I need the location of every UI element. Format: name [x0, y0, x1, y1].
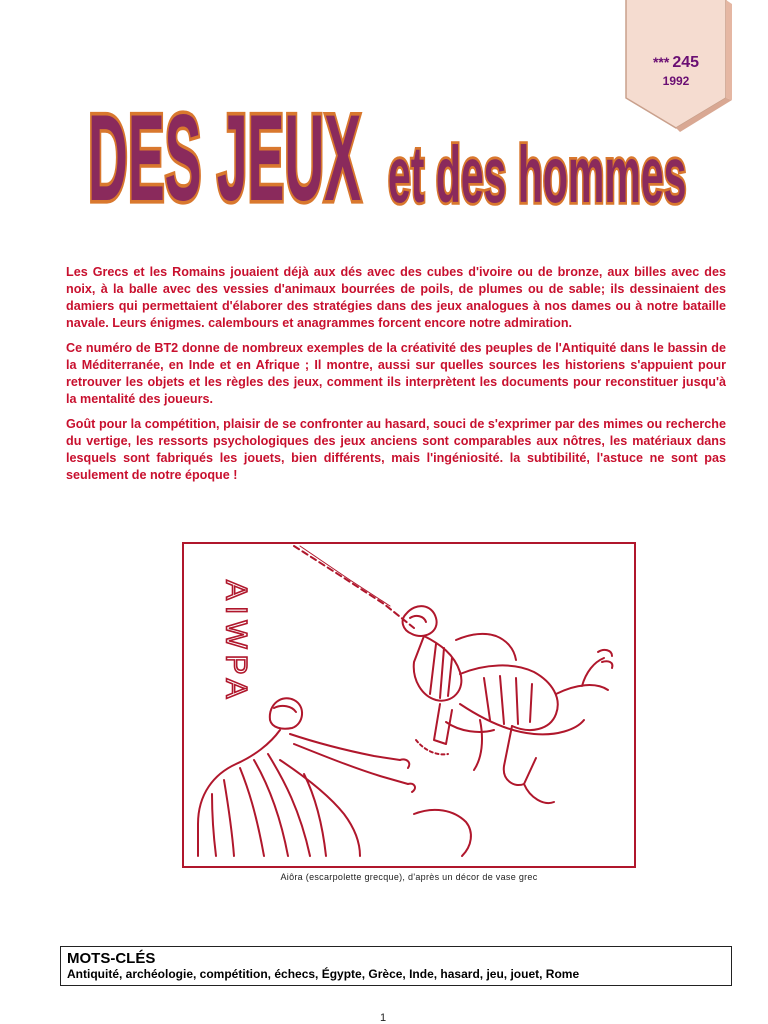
- keywords-heading: MOTS-CLÉS: [67, 950, 156, 967]
- paragraph: Ce numéro de BT2 donne de nombreux exemples de la créativité des peuples de l'Antiquité dans le bassin de la Méditerranée, en Inde et en Afrique ; Il montre, aussi sur quelles sources les historiens s'appuient pour retrouver les objets et les règles des jeux, comment ils interprètent les documents pour reconstituer jusqu'à la mentalité des joueurs.: [66, 341, 726, 406]
- page-title: [82, 78, 732, 248]
- title-main: DES JEUX: [88, 90, 362, 228]
- intro-text: [66, 264, 726, 492]
- vase-illustration: [182, 542, 636, 868]
- issue-year: 1992: [662, 74, 690, 88]
- figure-caption: Aiôra (escarpolette grecque), d'après un décor de vase grec: [280, 872, 538, 882]
- keywords-list: Antiquité, archéologie, compétition, échecs, Égypte, Grèce, Inde, hasard, jeu, jouet, Rome: [67, 967, 580, 981]
- issue-stars: ***: [652, 54, 670, 70]
- page-number: 1: [380, 1012, 387, 1024]
- inscription-text: AIWPA: [219, 580, 253, 705]
- keywords-box: [60, 946, 732, 986]
- issue-number: 245: [672, 54, 700, 71]
- swing-scene-drawing: [184, 544, 634, 866]
- issue-label: [624, 54, 728, 72]
- title-sub: et des hommes: [388, 130, 687, 220]
- paragraph: Goût pour la compétition, plaisir de se confronter au hasard, souci de s'exprimer par des mimes ou recherche du vertige, les ressorts psychologiques des jeux anciens sont comparables aux nôtres, les matériaux dans lesquels sont fabriqués les jouets, bien différents, mais l'ingéniosité. la subtibilité, l'astuce ne sont pas seulement de notre époque !: [66, 417, 726, 482]
- paragraph: Les Grecs et les Romains jouaient déjà aux dés avec des cubes d'ivoire ou de bronze, aux billes avec des noix, à la balle avec des vessies d'animaux bourrées de poils, de plumes ou de sable; ils dessinaient des damiers qui permettaient d'élaborer des stratégies dans des jeux analogues à nos dames ou à notre bataille navale. Leurs énigmes. calembours et anagrammes forcent encore notre admiration.: [66, 265, 726, 330]
